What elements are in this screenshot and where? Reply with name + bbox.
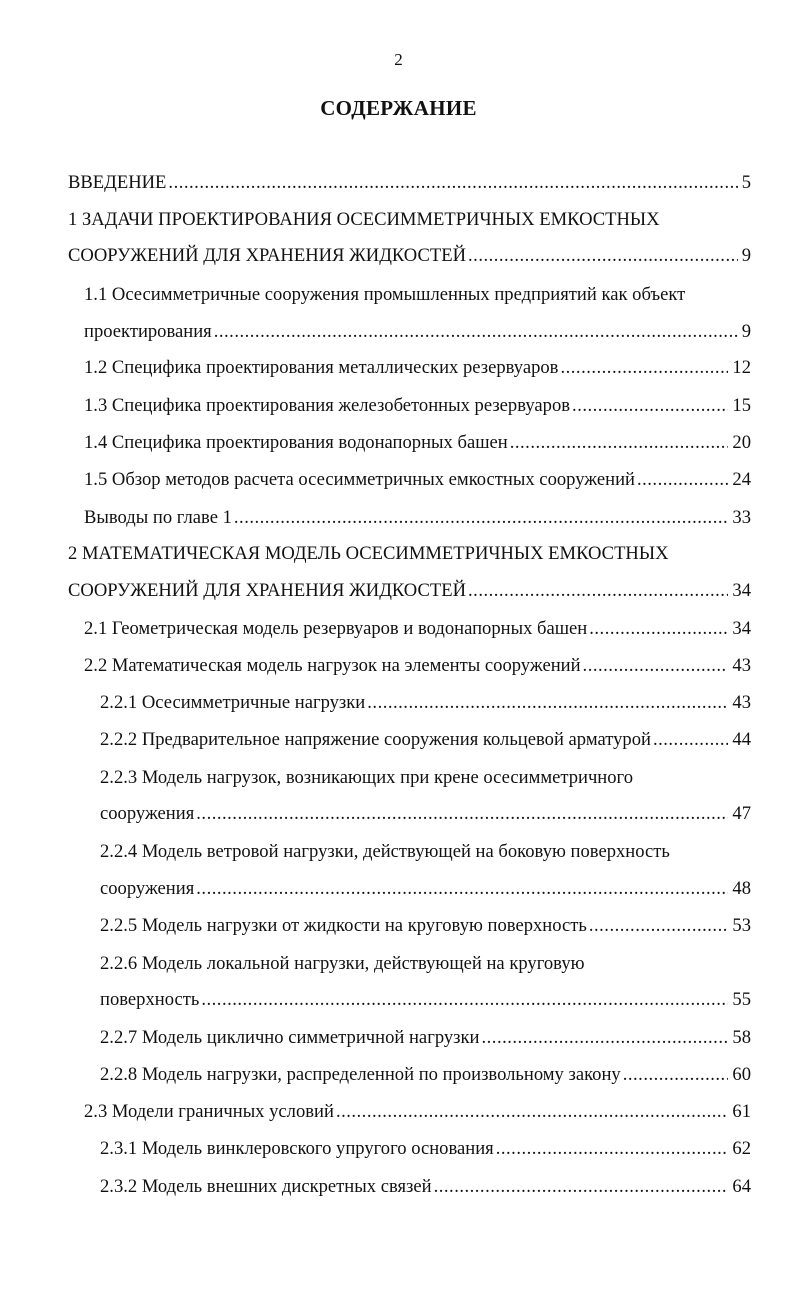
- toc-entry-1-4[interactable]: [84, 431, 751, 455]
- toc-entry-text: 2.2.2 Предварительное напряжение сооружения кольцевой арматурой: [100, 729, 651, 750]
- toc-entry-text: 1.2 Специфика проектирования металлических резервуаров: [84, 357, 559, 378]
- toc-entry-text: проектирования: [84, 321, 212, 342]
- toc-entry-2-2-6-line1[interactable]: [100, 952, 585, 976]
- toc-entry-text: 2 МАТЕМАТИЧЕСКАЯ МОДЕЛЬ ОСЕСИММЕТРИЧНЫХ ЕМКОСТНЫХ: [68, 543, 669, 564]
- toc-entry-introduction[interactable]: [68, 171, 751, 195]
- dot-leader: [653, 728, 728, 752]
- toc-entry-2-2-3[interactable]: [100, 802, 751, 826]
- toc-entry-page: 47: [732, 803, 751, 824]
- toc-entry-1-2[interactable]: [84, 356, 751, 380]
- toc-entry-2-2-8[interactable]: [100, 1063, 751, 1087]
- toc-entry-text: сооружения: [100, 878, 195, 899]
- toc-entry-page: 9: [741, 321, 751, 342]
- dot-leader: [560, 356, 728, 380]
- page-number: 2: [394, 50, 403, 69]
- dot-leader: [623, 1063, 729, 1087]
- toc-entry-text: Выводы по главе 1: [84, 507, 232, 528]
- toc-entry-page: 60: [732, 1064, 751, 1085]
- toc-entry-text: 1.4 Специфика проектирования водонапорных башен: [84, 432, 508, 453]
- toc-entry-page: 33: [732, 507, 751, 528]
- toc-entry-2-2-3-line1[interactable]: [100, 766, 633, 790]
- toc-entry-page: 43: [732, 692, 751, 713]
- toc-entry-text: 2.3.1 Модель винклеровского упругого основания: [100, 1138, 494, 1159]
- toc-entry-2-2-2[interactable]: [100, 728, 751, 752]
- toc-entry-2-3[interactable]: [84, 1100, 751, 1124]
- dot-leader: [468, 244, 738, 268]
- dot-leader: [234, 506, 729, 530]
- toc-entry-text: 1.3 Специфика проектирования железобетонных резервуаров: [84, 395, 571, 416]
- dot-leader: [510, 431, 729, 455]
- toc-entry-text: СООРУЖЕНИЙ ДЛЯ ХРАНЕНИЯ ЖИДКОСТЕЙ: [68, 580, 467, 601]
- toc-entry-text: 2.2.4 Модель ветровой нагрузки, действующей на боковую поверхность: [100, 841, 670, 862]
- dot-leader: [214, 320, 738, 344]
- toc-entry-1-1-line1[interactable]: [84, 283, 685, 307]
- toc-entry-chapter-2[interactable]: [68, 579, 751, 603]
- toc-entry-text: 2.2.7 Модель циклично симметричной нагрузки: [100, 1027, 480, 1048]
- toc-entry-text: 2.2.1 Осесимметричные нагрузки: [100, 692, 366, 713]
- dot-leader: [201, 988, 728, 1012]
- toc-entry-page: 64: [732, 1176, 751, 1197]
- dot-leader: [496, 1137, 729, 1161]
- dot-leader: [336, 1100, 728, 1124]
- toc-entry-2-2-6[interactable]: [100, 988, 751, 1012]
- toc-entry-page: 34: [732, 618, 751, 639]
- toc-entry-1-1[interactable]: [84, 320, 751, 344]
- toc-entry-text: 2.2 Математическая модель нагрузок на элементы сооружений: [84, 655, 581, 676]
- dot-leader: [468, 579, 728, 603]
- dot-leader: [583, 654, 729, 678]
- toc-entry-chapter-1-line1[interactable]: [68, 208, 660, 232]
- dot-leader: [196, 802, 728, 826]
- toc-entry-page: 43: [732, 655, 751, 676]
- dot-leader: [168, 171, 737, 195]
- toc-entry-text: 1 ЗАДАЧИ ПРОЕКТИРОВАНИЯ ОСЕСИММЕТРИЧНЫХ ЕМКОСТНЫХ: [68, 209, 660, 230]
- toc-entry-page: 9: [741, 245, 751, 266]
- toc-entry-page: 58: [732, 1027, 751, 1048]
- toc-entry-text: 1.5 Обзор методов расчета осесимметричных емкостных сооружений: [84, 469, 635, 490]
- dot-leader: [434, 1175, 729, 1199]
- toc-entry-2-3-1[interactable]: [100, 1137, 751, 1161]
- page-title: СОДЕРЖАНИЕ: [320, 96, 477, 120]
- toc-entry-page: 55: [732, 989, 751, 1010]
- toc-entry-page: 15: [732, 395, 751, 416]
- toc-entry-text: сооружения: [100, 803, 195, 824]
- dot-leader: [196, 877, 728, 901]
- toc-entry-2-2-5[interactable]: [100, 914, 751, 938]
- toc-entry-text: 2.3.2 Модель внешних дискретных связей: [100, 1176, 432, 1197]
- dot-leader: [589, 617, 728, 641]
- toc-entry-1-5[interactable]: [84, 468, 751, 492]
- toc-entry-2-2-4[interactable]: [100, 877, 751, 901]
- toc-entry-1-3[interactable]: [84, 394, 751, 418]
- toc-entry-page: 62: [732, 1138, 751, 1159]
- toc-entry-2-2-7[interactable]: [100, 1026, 751, 1050]
- toc-entry-page: 34: [732, 580, 751, 601]
- toc-entry-text: 2.2.5 Модель нагрузки от жидкости на круговую поверхность: [100, 915, 587, 936]
- toc-entry-text: 1.1 Осесимметричные сооружения промышленных предприятий как объект: [84, 284, 686, 305]
- toc-entry-page: 44: [732, 729, 751, 750]
- dot-leader: [572, 394, 728, 418]
- toc-entry-text: 2.2.3 Модель нагрузок, возникающих при крене осесимметричного: [100, 767, 634, 788]
- dot-leader: [637, 468, 728, 492]
- dot-leader: [589, 914, 729, 938]
- toc-entry-text: 2.1 Геометрическая модель резервуаров и водонапорных башен: [84, 618, 588, 639]
- toc-entry-page: 20: [732, 432, 751, 453]
- toc-entry-text: 2.2.6 Модель локальной нагрузки, действующей на круговую: [100, 953, 585, 974]
- toc-entry-page: 61: [732, 1101, 751, 1122]
- toc-entry-page: 24: [732, 469, 751, 490]
- toc-entry-text: ВВЕДЕНИЕ: [68, 172, 167, 193]
- toc-entry-2-2-1[interactable]: [100, 691, 751, 715]
- toc-entry-chapter-1[interactable]: [68, 244, 751, 268]
- toc-entry-text: СООРУЖЕНИЙ ДЛЯ ХРАНЕНИЯ ЖИДКОСТЕЙ: [68, 245, 467, 266]
- toc-entry-text: 2.2.8 Модель нагрузки, распределенной по произвольному закону: [100, 1064, 621, 1085]
- toc-entry-2-2[interactable]: [84, 654, 751, 678]
- toc-entry-page: 53: [732, 915, 751, 936]
- toc-entry-page: 12: [732, 357, 751, 378]
- toc-entry-page: 5: [741, 172, 751, 193]
- toc-entry-2-3-2[interactable]: [100, 1175, 751, 1199]
- toc-entry-2-1[interactable]: [84, 617, 751, 641]
- toc-entry-text: 2.3 Модели граничных условий: [84, 1101, 334, 1122]
- toc-entry-2-2-4-line1[interactable]: [100, 840, 670, 864]
- toc-entry-text: поверхность: [100, 989, 200, 1010]
- dot-leader: [482, 1026, 729, 1050]
- toc-entry-page: 48: [732, 878, 751, 899]
- toc-entry-conclusions-1[interactable]: [84, 506, 751, 530]
- dot-leader: [367, 691, 728, 715]
- toc-entry-chapter-2-line1[interactable]: [68, 542, 669, 566]
